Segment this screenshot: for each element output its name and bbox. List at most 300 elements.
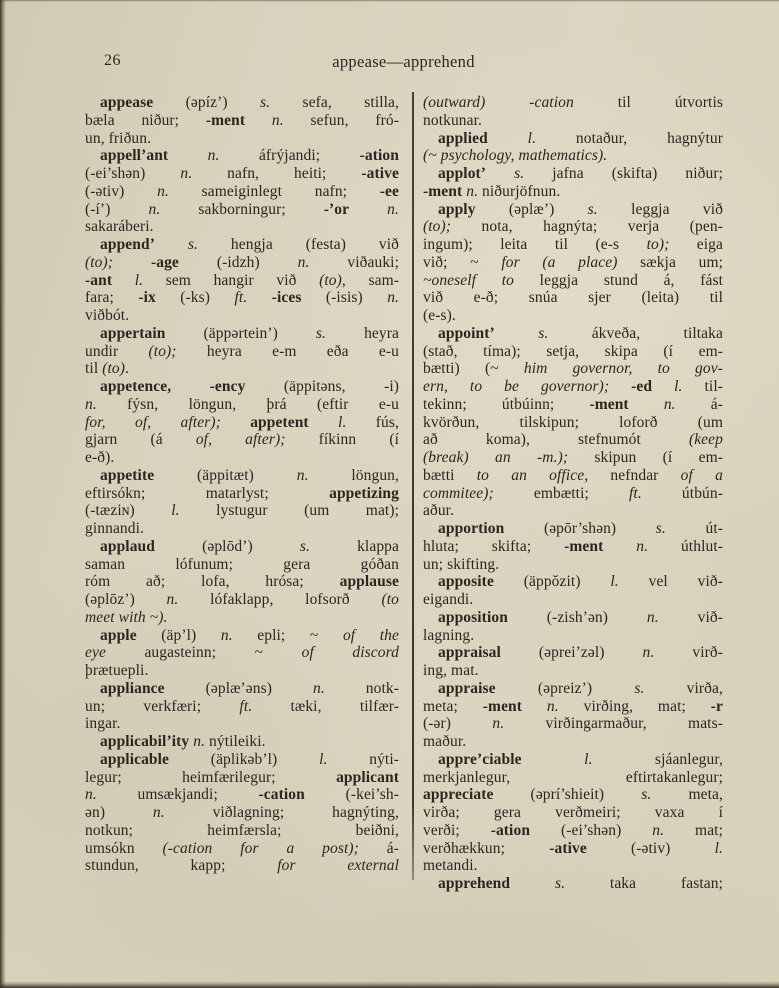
text-segment: commitee); <box>423 484 494 502</box>
text-segment: klappa <box>310 537 399 555</box>
text-segment: ákveða, tiltaka <box>548 324 723 342</box>
text-segment: (to); <box>148 342 177 360</box>
text-line <box>423 130 723 148</box>
dictionary-entry <box>423 680 723 751</box>
text-segment: til <box>85 360 103 378</box>
text-line <box>85 236 399 254</box>
text-segment: ft. <box>234 289 248 307</box>
text-segment <box>495 325 538 342</box>
text-segment: (break) an -m.); <box>423 449 569 466</box>
text-line <box>85 272 399 290</box>
text-segment: (-ətiv) <box>85 182 158 200</box>
text-segment: n. <box>180 165 193 182</box>
text-segment: n. <box>85 395 97 413</box>
text-line <box>423 591 723 609</box>
text-segment: ən) <box>85 804 153 821</box>
text-line <box>423 325 723 343</box>
text-segment: un; skifting. <box>423 555 500 573</box>
text-segment: appetizing <box>329 484 399 502</box>
text-segment: á- <box>358 839 400 857</box>
text-segment: merkjanlegur, eftirtakanlegur; <box>423 768 723 786</box>
text-segment: s. <box>260 94 271 111</box>
text-segment: un; verkfæri; <box>85 697 240 715</box>
text-segment: lófaklapp, lofsorð <box>178 591 382 608</box>
text-segment: n. <box>636 537 649 555</box>
text-segment: verði; <box>423 821 491 839</box>
text-segment: -ment <box>564 537 604 555</box>
text-segment: n. <box>642 644 655 662</box>
text-segment: kvörðun, tilskipun; loforð (um <box>423 413 723 431</box>
dictionary-entry <box>85 378 399 467</box>
text-segment: n. <box>652 821 665 839</box>
text-segment: -ation <box>359 147 400 165</box>
text-segment: áfrýjandi; <box>219 147 360 165</box>
text-line <box>85 414 399 432</box>
text-line <box>85 662 399 680</box>
text-segment: n. <box>546 697 559 715</box>
text-segment: apple <box>100 626 137 644</box>
scan-edge-top <box>0 0 779 2</box>
text-segment: notk- <box>324 679 399 697</box>
text-segment: appraise <box>438 679 496 697</box>
text-segment: aður. <box>423 502 455 520</box>
text-segment <box>522 698 547 715</box>
text-segment: fara; <box>85 289 139 307</box>
dictionary-entry <box>423 520 723 573</box>
text-line <box>423 875 723 893</box>
text-segment: sefa, stilla, <box>270 94 399 111</box>
text-segment: róm að; lofa, hrósa; <box>85 573 340 591</box>
text-line <box>423 857 723 875</box>
text-segment: gjarn (á <box>85 431 196 449</box>
text-segment: heyra e-m eða e-u <box>176 342 399 360</box>
text-segment: n. <box>646 608 659 626</box>
text-line <box>423 573 723 591</box>
text-line <box>85 502 399 520</box>
text-segment: n. <box>166 591 179 608</box>
text-segment: virð- <box>654 644 724 662</box>
text-segment: (əpíz’) <box>153 94 261 111</box>
text-line <box>85 733 399 751</box>
text-segment: (-í’) <box>85 200 149 218</box>
text-segment: s. <box>641 786 652 804</box>
text-line <box>85 609 399 627</box>
text-segment: (əprei’zəl) <box>500 644 643 662</box>
text-line <box>85 183 399 201</box>
text-segment: (-ei’shən) <box>85 165 181 182</box>
text-line <box>85 112 399 130</box>
text-segment: n. <box>387 289 400 307</box>
text-segment: (əpōr’shən) <box>504 520 656 537</box>
text-line <box>423 804 723 822</box>
text-segment: taka fastan; <box>565 875 723 892</box>
text-segment: apposite <box>438 573 494 591</box>
page-number: 26 <box>104 52 121 69</box>
text-segment: of, after); <box>195 431 286 449</box>
text-segment: (-zish’ən) <box>507 608 647 626</box>
running-header: appease—apprehend <box>332 52 475 71</box>
text-segment: s. <box>655 520 666 537</box>
dictionary-entry <box>85 236 399 325</box>
text-segment: sækja um; <box>617 253 724 271</box>
text-segment: úthlut- <box>648 537 723 555</box>
text-segment: apprehend <box>438 875 511 892</box>
text-segment: til- <box>682 378 723 395</box>
text-segment: viðlagning; hagnýting, <box>164 804 399 821</box>
text-segment: viðauki; <box>309 253 399 271</box>
text-segment: ft. <box>629 484 642 502</box>
text-line <box>423 644 723 662</box>
dictionary-entry <box>423 130 723 166</box>
text-segment: appease <box>100 94 154 111</box>
text-line <box>85 538 399 556</box>
text-segment: saman lófunum; gera góðan <box>85 555 399 573</box>
dictionary-entry <box>423 94 723 130</box>
text-segment: ~oneself to <box>423 271 515 289</box>
text-segment <box>486 165 514 182</box>
text-segment: nota, hagnýta; verja (pen- <box>451 218 723 236</box>
text-line <box>85 485 399 503</box>
text-segment: n. <box>148 200 161 218</box>
text-segment: lagning. <box>423 626 475 644</box>
text-segment: epli; ~ <box>232 626 343 644</box>
text-segment: appetite <box>100 466 155 484</box>
text-segment: applicable <box>100 750 170 768</box>
text-segment <box>609 378 631 395</box>
text-line <box>85 840 399 858</box>
text-segment: -ix <box>138 289 156 307</box>
text-segment: virða; gera verðmeiri; vaxa í <box>423 804 723 821</box>
text-segment: (-ei’shən) <box>530 821 653 839</box>
text-segment: s. <box>554 875 566 892</box>
text-segment: (to) <box>102 360 125 378</box>
text-segment: n. <box>207 147 220 165</box>
text-segment: sjáanlegur, <box>592 750 723 768</box>
text-segment: apportion <box>438 520 505 537</box>
text-segment: (äppərtein’) <box>165 324 316 342</box>
text-segment: n. <box>297 253 310 271</box>
text-segment: nýti- <box>327 750 399 768</box>
text-segment: umsækjandi; <box>96 786 259 804</box>
text-segment: (əplæ’) <box>475 200 588 218</box>
text-segment: (~ psychology, mathematics). <box>423 147 608 165</box>
text-segment: hengja (festa) við <box>198 236 399 253</box>
text-segment: appliance <box>100 679 165 697</box>
text-segment: (-cation for a post); <box>162 839 359 857</box>
text-segment: umsókn <box>85 839 163 857</box>
text-line <box>85 520 399 538</box>
dictionary-entry <box>85 680 399 733</box>
dictionary-entry <box>423 325 723 520</box>
text-segment <box>488 130 528 147</box>
text-segment: (əpreiz’) <box>495 679 635 697</box>
text-segment: til útvortis <box>573 94 723 111</box>
text-line <box>423 786 723 804</box>
text-segment: n. <box>85 786 97 804</box>
text-segment: him governor, to gov- <box>523 360 723 378</box>
text-segment: un, friðun. <box>85 129 152 147</box>
text-line <box>423 733 723 751</box>
text-segment: (e-s). <box>423 307 456 324</box>
text-line <box>85 94 399 112</box>
text-segment: l. <box>527 129 537 147</box>
text-segment: n. <box>466 182 479 200</box>
text-line <box>85 769 399 787</box>
text-segment: applicabil’ity <box>100 733 190 750</box>
dictionary-entry <box>85 94 399 147</box>
text-segment: eye <box>85 644 106 662</box>
text-segment: virðing, mat; <box>558 697 711 715</box>
text-segment: (to); <box>85 253 114 271</box>
text-line <box>85 289 399 307</box>
text-segment: skipun (í em- <box>568 449 723 466</box>
text-segment <box>629 396 664 413</box>
text-line <box>423 556 723 574</box>
text-line <box>423 485 723 503</box>
text-segment: apposition <box>438 608 508 626</box>
text-segment: stundun, kapp; <box>85 857 278 875</box>
text-line <box>85 360 399 378</box>
text-line <box>85 591 399 609</box>
text-line <box>423 662 723 680</box>
text-segment <box>349 201 387 218</box>
text-line <box>85 218 399 236</box>
text-segment: appell’ant <box>100 147 169 165</box>
text-segment: (-ətiv) <box>586 839 715 857</box>
text-line <box>85 201 399 219</box>
text-segment: for, of, after); <box>85 413 221 431</box>
text-segment: (to) <box>319 271 342 289</box>
dictionary-entry <box>85 467 399 538</box>
text-segment: út- <box>665 520 723 537</box>
dictionary-entry <box>85 627 399 680</box>
text-segment: n. <box>387 200 399 218</box>
text-segment: ingum); leita til (e-s <box>423 236 647 253</box>
text-segment <box>652 378 674 395</box>
text-line <box>85 343 399 361</box>
text-line <box>85 467 399 485</box>
text-segment: (əplōz’) <box>85 591 167 608</box>
text-line <box>423 609 723 627</box>
text-line <box>85 254 399 272</box>
text-segment: útbún- <box>641 484 724 502</box>
text-line <box>85 680 399 698</box>
text-segment <box>510 875 555 892</box>
text-segment: appoint’ <box>438 324 495 342</box>
dictionary-entry <box>85 147 399 236</box>
dictionary-column-right <box>423 94 723 893</box>
text-segment: meta; <box>423 697 483 715</box>
text-line <box>423 289 723 307</box>
text-segment: s. <box>299 537 310 555</box>
text-line <box>85 573 399 591</box>
text-segment: ern, to be governor); <box>423 378 610 395</box>
text-segment: tekinn; útbúinn; <box>423 395 590 413</box>
text-segment: appetent <box>250 413 309 431</box>
text-line <box>85 431 399 449</box>
text-line <box>423 147 723 165</box>
text-segment: n. <box>193 733 206 750</box>
text-line <box>423 502 723 520</box>
text-segment: (outward) -cation <box>423 94 574 111</box>
text-segment: löngun, <box>308 466 400 484</box>
text-segment: -cation <box>258 786 305 804</box>
text-line <box>85 627 399 645</box>
text-segment: leggja stund á, fást <box>514 271 723 289</box>
text-segment: nýtileiki. <box>205 733 266 750</box>
text-segment: s. <box>587 200 598 218</box>
text-segment <box>522 751 584 768</box>
text-segment <box>603 538 636 555</box>
text-segment: ing, mat. <box>423 662 479 679</box>
text-segment: s. <box>538 324 549 342</box>
text-segment: (əprí’shieit) <box>493 786 642 804</box>
text-line <box>85 857 399 875</box>
text-segment <box>113 254 151 271</box>
text-line <box>85 644 399 662</box>
text-segment: -r <box>710 697 723 715</box>
text-segment: l. <box>610 573 619 591</box>
text-line <box>423 378 723 396</box>
text-segment: ginnandi. <box>85 520 145 537</box>
text-segment: e-ð). <box>85 449 115 466</box>
text-segment: n. <box>271 111 284 129</box>
text-segment: að koma), stefnumót <box>423 431 689 449</box>
text-segment: . <box>124 360 129 378</box>
text-segment: appetence, -ency <box>100 378 246 395</box>
text-segment: eiga <box>669 236 723 253</box>
text-segment: bætti <box>423 466 477 484</box>
text-segment: metandi. <box>423 857 478 875</box>
dictionary-entry <box>85 325 399 378</box>
dictionary-entry <box>423 609 723 645</box>
dictionary-entry <box>85 538 399 627</box>
text-segment: of discord <box>301 644 400 662</box>
text-segment: (-idzh) <box>178 253 298 271</box>
text-line <box>85 751 399 769</box>
text-segment: jafna (skifta) niður; <box>524 165 723 182</box>
text-segment: heyra <box>326 324 399 342</box>
text-segment: append’ <box>100 236 155 253</box>
text-segment: viðbót. <box>85 307 130 324</box>
text-line <box>423 822 723 840</box>
text-line <box>423 236 723 254</box>
text-segment: l. <box>338 413 347 431</box>
text-segment: to); <box>646 236 670 253</box>
text-line <box>85 698 399 716</box>
text-line <box>423 431 723 449</box>
dictionary-entry <box>423 573 723 609</box>
text-line <box>85 378 399 396</box>
text-segment <box>245 112 272 129</box>
text-segment: bæla niður; <box>85 111 206 129</box>
text-segment: tæki, tilfær- <box>252 697 399 715</box>
text-segment: (-ər) <box>423 715 493 733</box>
text-segment: á- <box>675 395 724 413</box>
text-segment: of the <box>342 626 399 644</box>
text-segment: -ee <box>379 182 399 200</box>
text-segment: (əplæ’əns) <box>164 679 313 697</box>
text-line <box>423 307 723 325</box>
text-line <box>85 165 399 183</box>
text-segment: legur; heimfærilegur; <box>85 768 337 786</box>
text-segment: nafn, heiti; <box>192 165 362 182</box>
dictionary-entry <box>85 751 399 875</box>
text-segment: nefndar <box>588 466 681 484</box>
text-segment: for (a place) <box>501 253 618 271</box>
text-line <box>423 360 723 378</box>
text-segment: sefun, fró- <box>283 111 400 129</box>
text-segment: undir <box>85 342 149 360</box>
text-segment: niðurjöfnun. <box>478 182 561 200</box>
text-segment: embætti; <box>493 484 630 502</box>
text-segment <box>155 236 188 253</box>
text-segment: -age <box>150 253 179 271</box>
text-segment: s. <box>514 165 525 182</box>
dictionary-entry <box>423 201 723 325</box>
text-segment: -ment <box>423 182 463 200</box>
text-segment: l. <box>134 271 144 289</box>
text-segment: s. <box>634 679 645 697</box>
text-segment: appraisal <box>438 644 501 662</box>
text-segment: to an office, <box>476 466 589 484</box>
dictionary-entry <box>85 733 399 751</box>
text-line <box>85 556 399 574</box>
text-segment: lystugur (um mat); <box>179 502 399 520</box>
dictionary-entry <box>423 644 723 680</box>
text-segment: ft. <box>239 697 253 715</box>
text-segment <box>247 289 271 306</box>
text-segment: (keep <box>688 431 723 449</box>
text-segment: applot’ <box>438 165 487 182</box>
text-line <box>423 751 723 769</box>
text-line <box>423 627 723 645</box>
text-line <box>423 94 723 112</box>
text-segment: notaður, hagnýtur <box>536 129 724 147</box>
text-segment: applicant <box>336 768 399 786</box>
text-line <box>85 147 399 165</box>
text-segment <box>309 414 338 431</box>
text-segment: við e-ð; snúa sjer (leita) til <box>423 289 723 307</box>
text-segment: við- <box>658 608 723 626</box>
text-segment: n. <box>663 395 676 413</box>
dictionary-entry <box>423 751 723 875</box>
text-line <box>85 307 399 325</box>
text-segment: fýsn, löngun, þrá (eftir e-u <box>96 395 399 413</box>
text-line <box>423 449 723 467</box>
text-segment: eigandi. <box>423 591 474 608</box>
text-segment: appreciate <box>423 786 494 804</box>
text-segment: l. <box>674 378 683 395</box>
text-segment: maður. <box>423 733 467 750</box>
text-segment: for external <box>277 857 399 875</box>
text-segment: (əplōd’) <box>155 537 300 555</box>
text-line <box>423 769 723 787</box>
text-segment: s. <box>315 324 327 342</box>
text-line <box>85 130 399 148</box>
text-segment: n. <box>152 804 165 821</box>
text-segment: hluta; skifta; <box>423 537 565 555</box>
text-segment: notkun; heimfærsla; beiðni, <box>85 821 399 839</box>
text-segment: fús, <box>346 413 399 431</box>
text-segment: n. <box>312 679 325 697</box>
text-segment: -ment <box>482 697 523 715</box>
text-segment: -ed <box>631 378 653 395</box>
text-segment: n. <box>157 182 169 200</box>
text-segment: applause <box>339 573 399 591</box>
text-line <box>85 804 399 822</box>
text-segment: sakborningur; <box>160 200 324 218</box>
